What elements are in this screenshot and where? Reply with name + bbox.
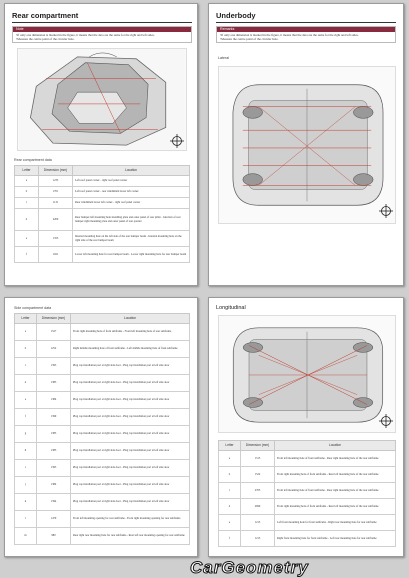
cell-dimension: 1385 xyxy=(37,375,71,392)
cell-dimension: 1252 xyxy=(37,341,71,358)
col-header: Dimension (mm) xyxy=(241,441,275,451)
cell-dimension: 1479 xyxy=(37,511,71,528)
cell-location: Rear bumper left mounting hole installing plate and outer panel of rear pillar - Junction of rear bumper right mounting plate and outer panel of rear quarter xyxy=(73,209,190,231)
cell-location: Left roof panel corner - right roof panel corner xyxy=(73,176,190,187)
cell-location: Plug cap installation port at right side door - Plug cap installation port at left side door xyxy=(71,375,190,392)
cell-letter: g xyxy=(15,426,37,443)
cell-dimension: 1213 xyxy=(241,531,275,547)
cell-letter: a xyxy=(15,324,37,341)
cell-location: Left roof panel corner - rear windshield lower left corner xyxy=(73,187,190,198)
table-caption: Rear compartment data xyxy=(14,158,52,162)
cell-letter: j xyxy=(15,477,37,494)
page-longitudinal xyxy=(208,297,404,557)
table-row xyxy=(15,176,190,187)
cargeometry-logo xyxy=(190,558,400,576)
cell-location: Plug cap installation port at right side door - Plug cap installation port at left side door xyxy=(71,409,190,426)
table-row xyxy=(15,511,190,528)
table-row xyxy=(15,426,190,443)
cell-letter: l xyxy=(15,511,37,528)
table-row xyxy=(15,392,190,409)
cell-dimension: 2705 xyxy=(241,483,275,499)
col-header: Location xyxy=(73,166,190,176)
cell-location: Front left mounting hole of front subframe - Rear right mounting hole of the rear subframe xyxy=(275,483,396,499)
cell-letter: b xyxy=(15,341,37,358)
cell-location: Rear right rear mounting hole for rear subframe - Rear left rear mounting opening for rear subframe xyxy=(71,528,190,545)
cell-letter: a xyxy=(219,451,241,467)
cell-location: Plug cap installation port at right side door - Plug cap installation port at left side door xyxy=(71,443,190,460)
cell-dimension: 1353 xyxy=(39,231,73,247)
rear-compartment-table xyxy=(14,165,190,263)
longitudinal-table xyxy=(218,440,396,547)
page-title: Rear compartment xyxy=(12,11,192,23)
table-row xyxy=(15,247,190,263)
table-row xyxy=(15,494,190,511)
cell-dimension: 1399 xyxy=(37,409,71,426)
cell-letter: e xyxy=(15,231,39,247)
note-box xyxy=(216,26,396,43)
table-row xyxy=(15,358,190,375)
cell-letter: f xyxy=(15,409,37,426)
cell-letter: c xyxy=(15,198,39,209)
figure-caption: Lateral xyxy=(218,56,229,60)
page-rear-compartment xyxy=(4,3,198,286)
cell-location: Front right mounting hole of front subframe - Rear left mounting hole of the rear subframe xyxy=(275,467,396,483)
table-row xyxy=(15,528,190,545)
cell-location: Plug cap installation port at right side door - Plug cap installation port at left side door xyxy=(71,494,190,511)
cell-location: Front right mounting hole of front subframe - Front left mounting hole of rear subframe xyxy=(71,324,190,341)
table-row xyxy=(15,460,190,477)
cell-dimension: 1515 xyxy=(241,451,275,467)
note-line: • If only one dimension is marked in the figure, it means that the data are the same for the right and left sides. xyxy=(16,33,188,37)
cell-dimension: 1385 xyxy=(37,443,71,460)
cell-location: Plug cap installation port at right side door - Plug cap installation port at left side door xyxy=(71,477,190,494)
rear-compartment-figure xyxy=(17,48,187,151)
orientation-crosshair-icon xyxy=(379,414,393,428)
table-row xyxy=(15,375,190,392)
cell-letter: i xyxy=(15,460,37,477)
table-row xyxy=(15,231,190,247)
cell-location: Plug cap installation port at right side door - Plug cap installation port at left side door xyxy=(71,358,190,375)
page-title: Underbody xyxy=(216,11,396,23)
col-header: Dimension (mm) xyxy=(39,166,73,176)
table-row xyxy=(15,209,190,231)
cell-letter: e xyxy=(219,515,241,531)
page-side-compartment xyxy=(4,297,198,557)
cell-location: Front left mounting hole of front subframe - Rear right mounting hole of the rear subframe xyxy=(275,451,396,467)
table-row xyxy=(15,324,190,341)
cell-dimension: 2200 xyxy=(39,209,73,231)
col-header: Dimension (mm) xyxy=(37,314,71,324)
cell-letter: d xyxy=(15,375,37,392)
table-row xyxy=(219,499,396,515)
cell-letter: e xyxy=(15,392,37,409)
cell-location: Front right mounting hole of front subframe - Rear left mounting hole of the rear subframe xyxy=(275,499,396,515)
cell-location: Plug cap installation port at right side door - Plug cap installation port at left side door xyxy=(71,460,190,477)
cell-letter: f xyxy=(219,531,241,547)
cell-location: Internal mounting hole on the left side of the rear bumper beam - Internal mounting hole on the right side of the rear bumper beam xyxy=(73,231,190,247)
cell-dimension: 1385 xyxy=(37,426,71,443)
cell-letter: d xyxy=(219,499,241,515)
col-header: Location xyxy=(71,314,190,324)
cell-letter: f xyxy=(15,247,39,263)
table-row xyxy=(219,515,396,531)
note-line: • Measure the centre point of the circular hole. xyxy=(220,37,392,41)
cell-dimension: 1394 xyxy=(37,494,71,511)
table-row xyxy=(15,443,190,460)
table-row xyxy=(15,341,190,358)
side-compartment-table xyxy=(14,313,190,545)
note-header: Note xyxy=(13,27,191,32)
col-header: Letter xyxy=(15,166,39,176)
cell-letter: c xyxy=(219,483,241,499)
cell-dimension: 1131 xyxy=(39,198,73,209)
col-header: Letter xyxy=(219,441,241,451)
cell-letter: b xyxy=(15,187,39,198)
table-row xyxy=(15,477,190,494)
cell-location: Lower left mounting hole for rear bumper beam - Lower right mounting hole for rear bumper beam xyxy=(73,247,190,263)
logo-text: CarGeometry xyxy=(190,558,309,577)
cell-location: Right front mounting hole for front subframe - Left rear mounting hole for rear subframe xyxy=(275,531,396,547)
underbody-lateral-figure xyxy=(218,66,396,224)
cell-letter: m xyxy=(15,528,37,545)
table-row xyxy=(15,187,190,198)
cell-location: Front left mounting opening for rear subframe - Front right mounting opening for rear subframe xyxy=(71,511,190,528)
table-caption: Side compartment data xyxy=(14,306,52,310)
cell-letter: c xyxy=(15,358,37,375)
table-row xyxy=(15,198,190,209)
table-row xyxy=(15,409,190,426)
cell-letter: b xyxy=(219,467,241,483)
table-row xyxy=(219,467,396,483)
cell-location: Plug cap installation port at right side door - Plug cap installation port at left side door xyxy=(71,426,190,443)
cell-dimension: 1395 xyxy=(37,460,71,477)
col-header: Location xyxy=(275,441,396,451)
longitudinal-figure xyxy=(218,315,396,433)
cell-dimension: 1395 xyxy=(37,358,71,375)
cell-letter: h xyxy=(15,443,37,460)
cell-dimension: 1215 xyxy=(241,515,275,531)
table-row xyxy=(219,451,396,467)
cell-dimension: 1021 xyxy=(39,247,73,263)
cell-dimension: 1384 xyxy=(37,477,71,494)
orientation-crosshair-icon xyxy=(170,134,184,148)
table-row xyxy=(219,531,396,547)
orientation-crosshair-icon xyxy=(379,204,393,218)
table-row xyxy=(219,483,396,499)
note-line: • Measure the centre point of the circular hole. xyxy=(16,37,188,41)
cell-location: Plug cap installation port at right side door - Plug cap installation port at left side door xyxy=(71,392,190,409)
cell-location: Rear windshield lower left corner - right roof panel corner xyxy=(73,198,190,209)
cell-dimension: 1384 xyxy=(37,392,71,409)
cell-dimension: 1522 xyxy=(241,467,275,483)
cell-location: Right middle mounting hole of front subframe - Left middle mounting hole of front subframe xyxy=(71,341,190,358)
col-header: Letter xyxy=(15,314,37,324)
page-title: Longitudinal xyxy=(216,305,246,311)
cell-letter: d xyxy=(15,209,39,231)
cell-letter: a xyxy=(15,176,39,187)
page-underbody xyxy=(208,3,404,286)
note-line: • If only one dimension is marked in the figure, it means that the data are the same for the right and left sides. xyxy=(220,33,392,37)
cell-dimension: 1527 xyxy=(37,324,71,341)
note-box xyxy=(12,26,192,43)
cell-dimension: 980 xyxy=(37,528,71,545)
cell-location: Left front mounting hole for front subframe - Right rear mounting hole for rear subframe xyxy=(275,515,396,531)
cell-dimension: 2699 xyxy=(241,499,275,515)
cell-dimension: 1235 xyxy=(39,176,73,187)
note-header: Remarks xyxy=(217,27,395,32)
cell-dimension: 1701 xyxy=(39,187,73,198)
cell-letter: k xyxy=(15,494,37,511)
